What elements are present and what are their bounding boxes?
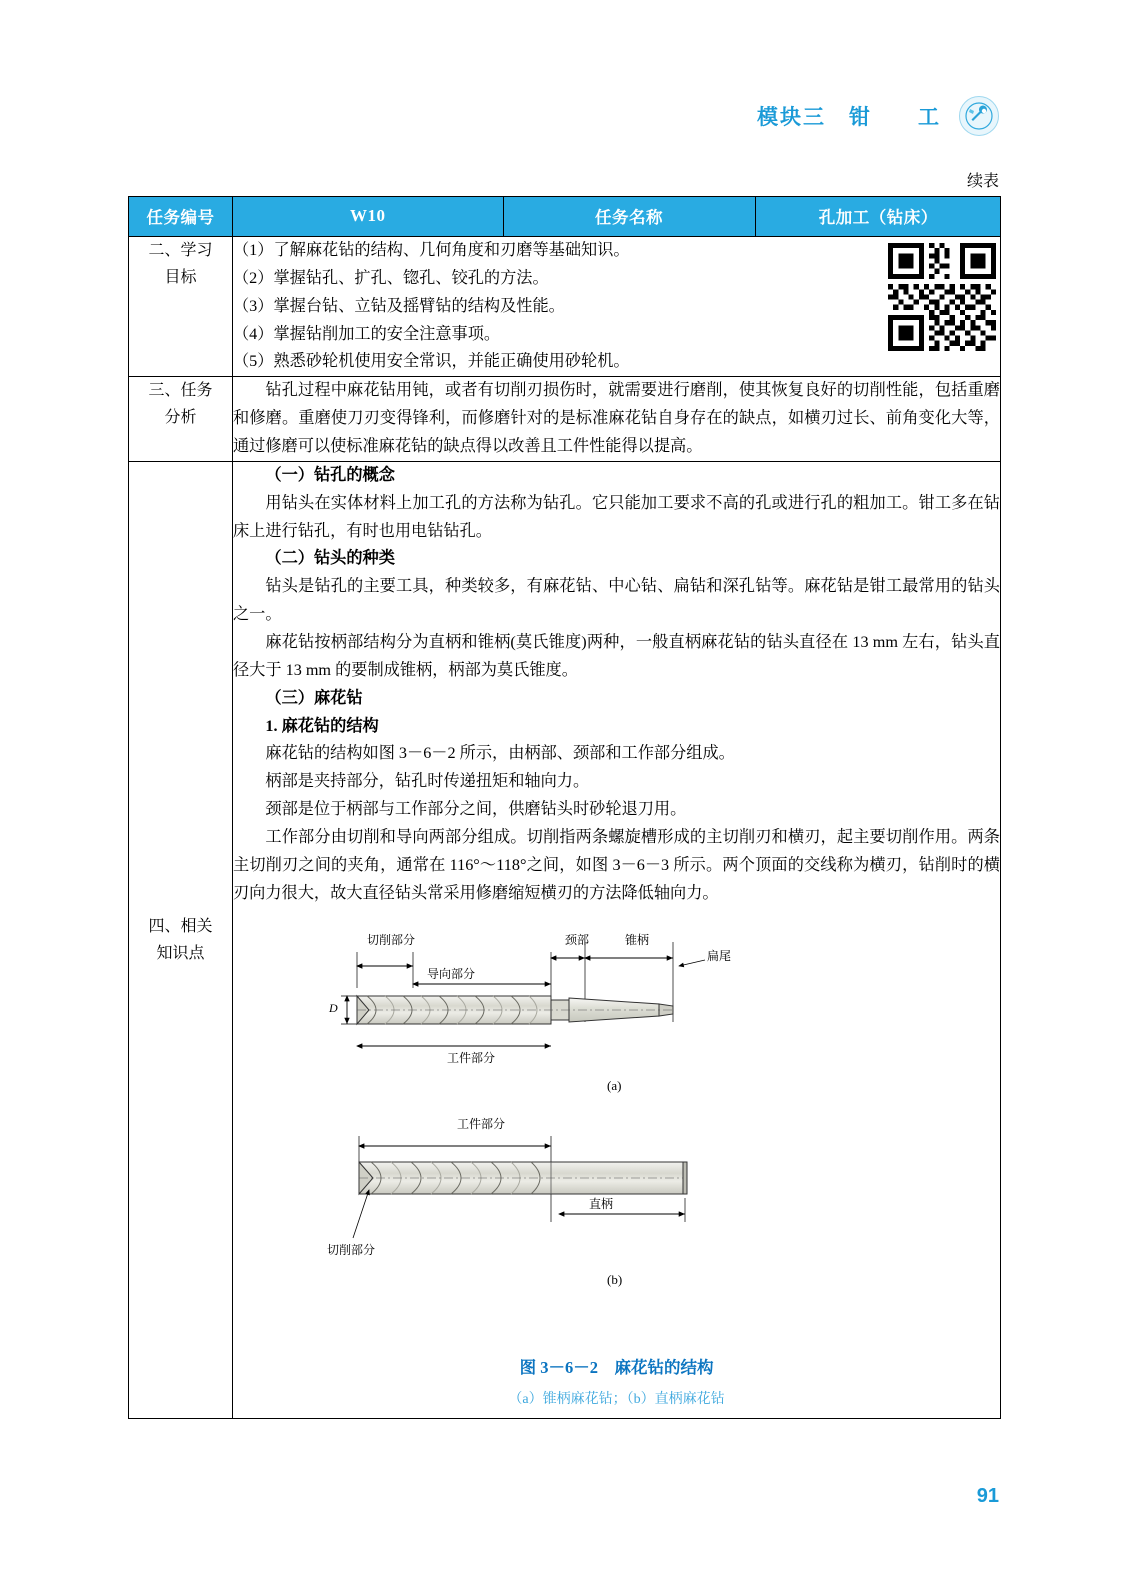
objective-item: （1）了解麻花钻的结构、几何角度和刃磨等基础知识。: [233, 241, 630, 259]
table-row-objectives: [129, 237, 1001, 377]
task-name-label: 任务名称: [503, 197, 755, 236]
page-number: 91: [976, 1485, 999, 1507]
objectives-cell: [233, 237, 1001, 377]
knowledge-heading: （一）钻孔的概念: [265, 465, 395, 484]
row-label-objectives-line1: 二、学习: [148, 242, 213, 259]
knowledge-paragraph: 用钻头在实体材料上加工孔的方法称为钻孔。它只能加工要求不高的孔或进行孔的粗加工。钳工多在钻床上进行钻孔，有时也用电钻钻孔。: [233, 493, 1000, 540]
knowledge-paragraph: 柄部是夹持部分，钻孔时传递扭矩和轴向力。: [265, 772, 590, 791]
knowledge-paragraph: 颈部是位于柄部与工作部分之间，供磨钻头时砂轮退刀用。: [265, 800, 687, 819]
continued-table-label: 续表: [966, 173, 999, 190]
row-label-analysis-line2: 分析: [164, 409, 197, 427]
label-flat-tail: 扁尾: [706, 948, 731, 963]
table-header-row: [129, 197, 1001, 237]
table-row-knowledge: [129, 461, 1001, 1418]
page-header: [757, 96, 999, 136]
figure-subtitle: （a）锥柄麻花钻；（b）直柄麻花钻: [508, 1392, 725, 1407]
row-label-knowledge-line2: 知识点: [156, 944, 205, 962]
figure-title: 图 3－6－2 麻花钻的结构: [519, 1357, 714, 1377]
table-row-analysis: [129, 377, 1001, 462]
row-label-knowledge: [129, 461, 233, 1418]
knowledge-paragraph: 麻花钻的结构如图 3－6－2 所示，由柄部、颈部和工作部分组成。: [265, 744, 735, 763]
label-straight-shank: 直柄: [588, 1196, 613, 1211]
knowledge-paragraph: 工作部分由切削和导向两部分组成。切削指两条螺旋槽形成的主切削刃和横刃，起主要切削作用。两条主切削刃之间的夹角，通常在 116°～118°之间，如图 3－6－3 所示。两个顶面的交线称为横刃，钻削时的横刃向力很大，故大直径钻头常采用修磨缩短横刃的方法降低轴向力。: [233, 828, 1000, 902]
qr-code-image: [888, 243, 996, 351]
task-no-value: W10: [233, 197, 503, 236]
task-table: [128, 196, 1001, 1419]
label-guide-part: 导向部分: [426, 966, 475, 981]
knowledge-cell: [233, 461, 1001, 1418]
row-label-analysis-line1: 三、任务: [148, 382, 213, 400]
objective-item: （2）掌握钻孔、扩孔、锪孔、铰孔的方法。: [233, 268, 549, 287]
figure-caption-a: (a): [606, 1077, 621, 1093]
wrench-gear-icon: [959, 96, 999, 136]
knowledge-subheading: 1. 麻花钻的结构: [265, 716, 379, 735]
analysis-paragraph: 钻孔过程中麻花钻用钝，或者有切削刃损伤时，就需要进行磨削，使其恢复良好的切削性能，包括重磨和修磨。重磨使刀刃变得锋利，而修磨针对的是标准麻花钻自身存在的缺点，如横刃过长、前角变化大等，通过修磨可以使标准麻花钻的缺点得以改善且工件性能得以提高。: [233, 381, 1000, 456]
objective-item: （4）掌握钻削加工的安全注意事项。: [233, 324, 501, 343]
task-no-label: 任务编号: [129, 197, 233, 237]
label-neck-a: 颈部: [564, 932, 589, 947]
label-cutting-part-a: 切削部分: [366, 932, 415, 947]
row-label-objectives-line2: 目标: [164, 269, 197, 287]
analysis-cell: [233, 377, 1001, 462]
row-label-objectives: [129, 237, 233, 377]
objective-item: （5）熟悉砂轮机使用安全常识，并能正确使用砂轮机。: [233, 352, 630, 371]
row-label-knowledge-line1: 四、相关: [148, 917, 213, 935]
module-title: 模块三 钳 工: [757, 105, 941, 129]
knowledge-heading: （三）麻花钻: [265, 688, 363, 707]
objective-item: （3）掌握台钻、立钻及摇臂钻的结构及性能。: [233, 296, 565, 315]
task-name-value: 孔加工（钻床）: [755, 197, 1001, 236]
label-diameter: D: [328, 1000, 338, 1015]
label-work-part-b: 工件部分: [456, 1116, 505, 1131]
label-cutting-part-b: 切削部分: [326, 1242, 375, 1257]
drill-diagram: [307, 922, 927, 1342]
row-label-analysis: [129, 377, 233, 462]
knowledge-paragraph: 麻花钻按柄部结构分为直柄和锥柄(莫氏锥度)两种，一般直柄麻花钻的钻头直径在 13 mm 左右，钻头直径大于 13 mm 的要制成锥柄，柄部为莫氏锥度。: [233, 633, 1000, 679]
label-work-part-a: 工件部分: [446, 1050, 495, 1065]
figure-drill-structure: [307, 922, 927, 1412]
knowledge-heading: （二）钻头的种类: [265, 549, 395, 568]
label-taper-shank: 锥柄: [624, 932, 649, 947]
knowledge-paragraph: 钻头是钻孔的主要工具，种类较多，有麻花钻、中心钻、扁钻和深孔钻等。麻花钻是钳工最常用的钻头之一。: [233, 577, 1000, 624]
figure-caption-b: (b): [606, 1271, 622, 1287]
